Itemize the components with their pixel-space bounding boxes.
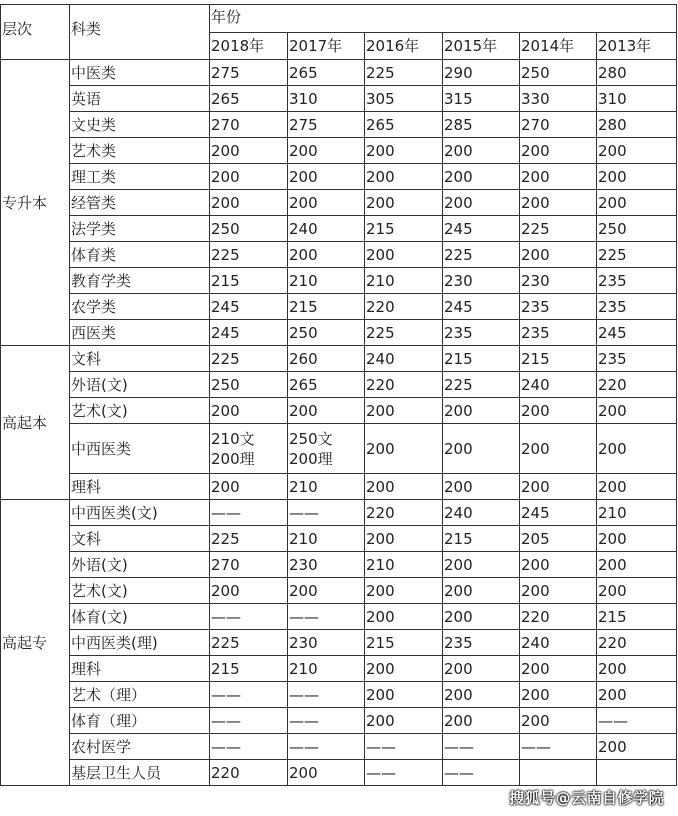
score-cell: 200 — [597, 138, 677, 164]
score-cell: —— — [288, 604, 365, 630]
score-cell: 250 — [597, 216, 677, 242]
score-cell: —— — [288, 708, 365, 734]
score-cell: 200 — [597, 552, 677, 578]
score-cell: 200 — [520, 682, 597, 708]
header-year: 2014年 — [520, 33, 597, 60]
score-cell: 200 — [597, 398, 677, 424]
score-cell: 200 — [520, 578, 597, 604]
score-cell: 210 — [365, 552, 443, 578]
table-row — [1, 320, 677, 346]
score-cell: 240 — [520, 372, 597, 398]
score-cell: 200 — [365, 138, 443, 164]
table-row — [1, 424, 677, 474]
score-cell: 200 — [597, 164, 677, 190]
score-cell: 200 — [520, 190, 597, 216]
table-row — [1, 242, 677, 268]
score-cell: 215 — [210, 656, 288, 682]
score-cell: 225 — [443, 242, 520, 268]
score-cell: 270 — [210, 112, 288, 138]
score-cell: 200 — [365, 424, 443, 474]
score-cell: 235 — [520, 294, 597, 320]
header-year: 2018年 — [210, 33, 288, 60]
subject-cell: 农学类 — [70, 294, 210, 320]
table-row — [1, 86, 677, 112]
score-cell: —— — [520, 734, 597, 760]
level-cell: 专升本 — [1, 60, 70, 346]
score-cell: 245 — [597, 320, 677, 346]
subject-cell: 艺术(文) — [70, 578, 210, 604]
score-cell: 200 — [597, 734, 677, 760]
score-cell: 225 — [597, 242, 677, 268]
score-cell: —— — [210, 708, 288, 734]
score-cell: 285 — [443, 112, 520, 138]
table-row — [1, 552, 677, 578]
score-table — [0, 4, 677, 786]
score-cell: 210 — [288, 474, 365, 500]
score-cell: 230 — [288, 552, 365, 578]
score-cell: 200 — [443, 138, 520, 164]
score-cell: 200 — [443, 708, 520, 734]
score-cell: 200 — [520, 656, 597, 682]
score-cell: 200 — [520, 708, 597, 734]
score-cell: 200 — [288, 760, 365, 786]
score-cell: 200 — [520, 242, 597, 268]
header-year-group: 年份 — [210, 5, 677, 33]
score-cell: 200 — [210, 164, 288, 190]
score-cell: 200 — [288, 578, 365, 604]
score-cell: 210文 200理 — [210, 424, 288, 474]
score-cell: 220 — [520, 604, 597, 630]
score-cell: 200 — [210, 138, 288, 164]
score-cell: 265 — [288, 60, 365, 86]
score-cell: 200 — [365, 656, 443, 682]
score-cell: 200 — [520, 138, 597, 164]
table-row — [1, 164, 677, 190]
score-cell: —— — [210, 734, 288, 760]
subject-cell: 法学类 — [70, 216, 210, 242]
table-row — [1, 216, 677, 242]
subject-cell: 艺术类 — [70, 138, 210, 164]
table-row — [1, 398, 677, 424]
score-cell: 270 — [210, 552, 288, 578]
table-row — [1, 500, 677, 526]
score-cell: 240 — [288, 216, 365, 242]
table-row — [1, 268, 677, 294]
score-cell: 245 — [210, 294, 288, 320]
score-cell — [520, 760, 597, 786]
score-cell: 310 — [288, 86, 365, 112]
score-cell: —— — [443, 760, 520, 786]
score-cell: 200 — [597, 526, 677, 552]
subject-cell: 理科 — [70, 474, 210, 500]
score-cell: —— — [210, 500, 288, 526]
score-cell: 215 — [288, 294, 365, 320]
score-cell: 230 — [288, 630, 365, 656]
score-cell: 220 — [210, 760, 288, 786]
subject-cell: 英语 — [70, 86, 210, 112]
score-cell: 240 — [443, 500, 520, 526]
score-cell: 225 — [210, 346, 288, 372]
subject-cell: 艺术（理） — [70, 682, 210, 708]
score-cell: 230 — [520, 268, 597, 294]
score-cell: —— — [597, 708, 677, 734]
score-cell: —— — [443, 734, 520, 760]
score-cell: 225 — [210, 242, 288, 268]
table-row — [1, 708, 677, 734]
score-cell: —— — [365, 760, 443, 786]
score-cell: 215 — [443, 526, 520, 552]
subject-cell: 外语(文) — [70, 552, 210, 578]
level-cell: 高起专 — [1, 500, 70, 786]
score-cell: 290 — [443, 60, 520, 86]
table-row — [1, 682, 677, 708]
subject-cell: 艺术(文) — [70, 398, 210, 424]
score-cell: 265 — [365, 112, 443, 138]
subject-cell: 体育（理） — [70, 708, 210, 734]
score-cell: 200 — [365, 682, 443, 708]
score-cell: 265 — [210, 86, 288, 112]
score-cell: 220 — [365, 372, 443, 398]
subject-cell: 中西医类(文) — [70, 500, 210, 526]
header-year: 2017年 — [288, 33, 365, 60]
score-cell: 200 — [520, 552, 597, 578]
score-cell: 200 — [365, 578, 443, 604]
table-row — [1, 578, 677, 604]
score-cell: 200 — [210, 578, 288, 604]
table-row — [1, 138, 677, 164]
score-cell: 220 — [597, 372, 677, 398]
table-row — [1, 656, 677, 682]
score-cell: 200 — [365, 526, 443, 552]
score-cell: 225 — [210, 630, 288, 656]
header-year: 2015年 — [443, 33, 520, 60]
score-cell: 200 — [443, 656, 520, 682]
score-cell: 215 — [520, 346, 597, 372]
header-year: 2013年 — [597, 33, 677, 60]
score-cell: 200 — [365, 242, 443, 268]
subject-cell: 中西医类(理) — [70, 630, 210, 656]
score-cell: 200 — [365, 164, 443, 190]
score-cell — [597, 760, 677, 786]
table-row — [1, 112, 677, 138]
score-cell: 200 — [443, 682, 520, 708]
score-cell: 210 — [288, 268, 365, 294]
subject-cell: 文史类 — [70, 112, 210, 138]
score-cell: 205 — [520, 526, 597, 552]
score-cell: 275 — [288, 112, 365, 138]
score-cell: 200 — [597, 190, 677, 216]
table-row — [1, 190, 677, 216]
score-cell: 280 — [597, 60, 677, 86]
score-cell: 235 — [443, 630, 520, 656]
score-cell: —— — [210, 604, 288, 630]
score-cell: 210 — [288, 526, 365, 552]
score-cell: 240 — [520, 630, 597, 656]
score-cell: 200 — [520, 164, 597, 190]
subject-cell: 经管类 — [70, 190, 210, 216]
header-year: 2016年 — [365, 33, 443, 60]
score-cell: 200 — [443, 552, 520, 578]
table-row — [1, 294, 677, 320]
score-cell: 245 — [443, 216, 520, 242]
score-cell: 310 — [597, 86, 677, 112]
level-cell: 高起本 — [1, 346, 70, 500]
score-cell: 200 — [597, 578, 677, 604]
score-cell: 215 — [365, 630, 443, 656]
score-cell: 200 — [365, 190, 443, 216]
header-level: 层次 — [1, 5, 70, 60]
score-cell: —— — [210, 682, 288, 708]
score-cell: 230 — [443, 268, 520, 294]
score-cell: 235 — [597, 346, 677, 372]
score-cell: 275 — [210, 60, 288, 86]
score-cell: 200 — [597, 474, 677, 500]
score-cell: 245 — [210, 320, 288, 346]
table-row — [1, 604, 677, 630]
score-cell: 250 — [210, 216, 288, 242]
score-cell: 235 — [597, 268, 677, 294]
score-cell: 225 — [520, 216, 597, 242]
score-cell: 200 — [597, 682, 677, 708]
score-cell: 200 — [597, 424, 677, 474]
subject-cell: 教育学类 — [70, 268, 210, 294]
score-cell: 200 — [210, 190, 288, 216]
score-cell: 200 — [365, 398, 443, 424]
score-cell: 200 — [288, 190, 365, 216]
score-cell: 215 — [365, 216, 443, 242]
score-cell: 200 — [210, 398, 288, 424]
subject-cell: 农村医学 — [70, 734, 210, 760]
score-cell: 220 — [365, 294, 443, 320]
subject-cell: 外语(文) — [70, 372, 210, 398]
score-cell: 225 — [210, 526, 288, 552]
score-cell: 235 — [520, 320, 597, 346]
subject-cell: 西医类 — [70, 320, 210, 346]
score-cell: 330 — [520, 86, 597, 112]
score-cell: 200 — [597, 656, 677, 682]
score-cell: 200 — [288, 242, 365, 268]
score-cell: 315 — [443, 86, 520, 112]
score-cell: 225 — [365, 320, 443, 346]
score-cell: 250 — [520, 60, 597, 86]
score-cell: 260 — [288, 346, 365, 372]
score-cell: 200 — [443, 578, 520, 604]
header-subject: 科类 — [70, 5, 210, 60]
subject-cell: 文科 — [70, 346, 210, 372]
score-cell: 265 — [288, 372, 365, 398]
score-cell: 215 — [597, 604, 677, 630]
subject-cell: 体育类 — [70, 242, 210, 268]
score-cell: 210 — [597, 500, 677, 526]
score-cell: 200 — [210, 474, 288, 500]
score-cell: 200 — [443, 190, 520, 216]
table-row — [1, 346, 677, 372]
score-cell: 240 — [365, 346, 443, 372]
score-cell: 200 — [520, 474, 597, 500]
score-cell: 200 — [365, 474, 443, 500]
subject-cell: 理工类 — [70, 164, 210, 190]
score-cell: 200 — [443, 474, 520, 500]
score-cell: 200 — [443, 424, 520, 474]
score-cell: 200 — [288, 398, 365, 424]
score-cell: 250 — [288, 320, 365, 346]
table-row — [1, 526, 677, 552]
subject-cell: 中医类 — [70, 60, 210, 86]
table-row — [1, 372, 677, 398]
score-cell: 220 — [365, 500, 443, 526]
score-cell: 280 — [597, 112, 677, 138]
table-row — [1, 760, 677, 786]
score-cell: —— — [365, 734, 443, 760]
subject-cell: 文科 — [70, 526, 210, 552]
table-row — [1, 734, 677, 760]
subject-cell: 理科 — [70, 656, 210, 682]
table-row — [1, 60, 677, 86]
score-cell: 245 — [520, 500, 597, 526]
score-cell: 250 — [210, 372, 288, 398]
score-cell: —— — [288, 682, 365, 708]
score-cell: 200 — [520, 424, 597, 474]
score-cell: 305 — [365, 86, 443, 112]
subject-cell: 基层卫生人员 — [70, 760, 210, 786]
subject-cell: 体育(文) — [70, 604, 210, 630]
score-cell: 270 — [520, 112, 597, 138]
score-cell: 245 — [443, 294, 520, 320]
score-cell: 200 — [443, 604, 520, 630]
score-cell: 210 — [288, 656, 365, 682]
score-cell: 200 — [365, 708, 443, 734]
score-cell: 200 — [443, 164, 520, 190]
score-cell: 200 — [288, 164, 365, 190]
score-cell: —— — [288, 500, 365, 526]
score-cell: 225 — [365, 60, 443, 86]
watermark-text: 搜狐号@云南自修学院 — [508, 789, 664, 807]
score-cell: 250文 200理 — [288, 424, 365, 474]
score-cell: 200 — [443, 398, 520, 424]
score-cell: 235 — [443, 320, 520, 346]
table-row — [1, 630, 677, 656]
score-cell: 200 — [520, 398, 597, 424]
score-cell: 235 — [597, 294, 677, 320]
score-cell: 220 — [597, 630, 677, 656]
subject-cell: 中西医类 — [70, 424, 210, 474]
table-row — [1, 474, 677, 500]
score-cell: 225 — [443, 372, 520, 398]
score-cell: 215 — [210, 268, 288, 294]
score-cell: 200 — [288, 138, 365, 164]
score-cell: 200 — [365, 604, 443, 630]
score-cell: —— — [288, 734, 365, 760]
score-cell: 210 — [365, 268, 443, 294]
score-cell: 215 — [443, 346, 520, 372]
